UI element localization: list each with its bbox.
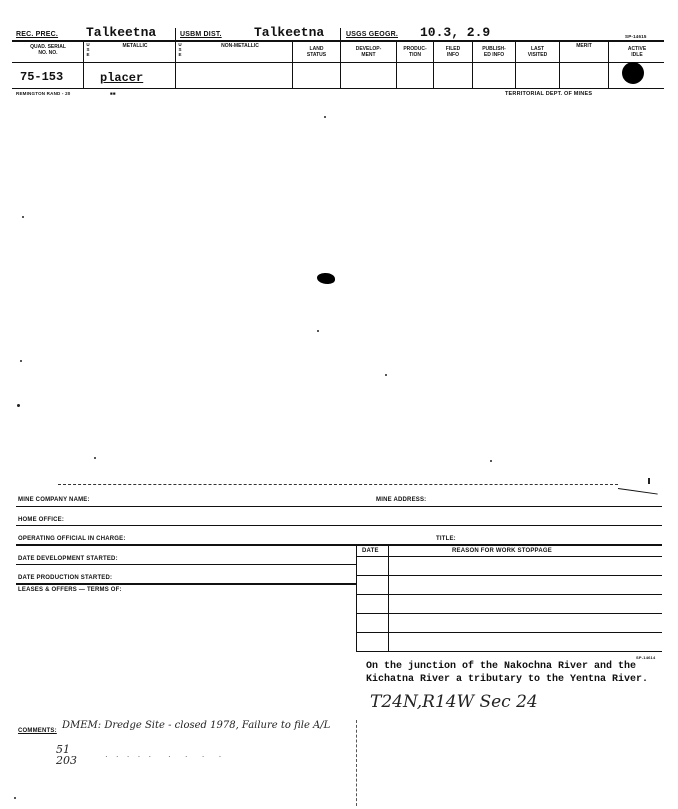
home-office-label: HOME OFFICE: [18,517,65,523]
handwritten-location: T24N,R14W Sec 24 [370,692,538,712]
rec-prec-label: REC. PREC. [16,31,59,38]
date-production-label: DATE PRODUCTION STARTED: [18,575,113,581]
comments-label: COMMENTS: [18,728,57,734]
title-label: TITLE: [436,536,456,542]
usbm-dist-value: Talkeetna [254,25,325,40]
col-development: DEVELOP- MENT [355,46,382,58]
printer-note: REMINGTON RAND - 20 [16,91,71,96]
comments-text: DMEM: Dredge Site - closed 1978, Failure to file A/L [62,720,331,731]
usgs-geogr-label: USGS GEOGR. [346,31,398,38]
col-active-idle: ACTIVE IDLE [627,46,647,58]
form-number-2: SP-14614 [636,655,656,660]
reason-column-header: REASON FOR WORK STOPPAGE [452,548,552,554]
rec-prec-value: Talkeetna [86,25,157,40]
record-serial: 75-153 [20,70,64,84]
mine-address-label: MINE ADDRESS: [376,497,427,503]
col-use-2: U S E [178,42,182,57]
margin-note: 51 203 [56,743,77,767]
col-quad-serial: QUAD. SERIAL NO. NO. [30,44,66,56]
col-last-visited: LAST VISITED [527,46,548,58]
col-production: PRODUC- TION [403,46,427,58]
usbm-dist-label: USBM DIST. [180,31,222,38]
date-development-label: DATE DEVELOPMENT STARTED: [18,556,118,562]
mine-company-label: MINE COMPANY NAME: [18,497,90,503]
col-metallic: METALLIC [122,43,148,49]
location-note: On the junction of the Nakochna River and the Kichatna River a tributary to the Yentna River. [366,661,649,685]
active-punch-icon [622,62,644,84]
header-rule [12,40,664,42]
col-filed-info: FILED INFO [445,46,461,58]
usgs-geogr-value: 10.3, 2.9 [420,25,491,40]
ink-blot-icon [317,273,335,284]
record-metallic: placer [100,71,144,85]
date-column-header: DATE [362,548,379,554]
col-merit: MERIT [576,43,592,49]
col-published-info: PUBLISH- ED INFO [482,46,506,58]
dept-note: TERRITORIAL DEPT. OF MINES [505,91,593,97]
leases-offers-label: LEASES & OFFERS — TERMS OF: [18,587,122,593]
form-number: SP-14615 [625,34,647,39]
operating-official-label: OPERATING OFFICIAL IN CHARGE: [18,536,126,542]
col-non-metallic: NON-METALLIC [221,43,259,49]
col-use-1: U S E [86,42,90,57]
col-land-status: LAND STATUS [306,46,327,58]
